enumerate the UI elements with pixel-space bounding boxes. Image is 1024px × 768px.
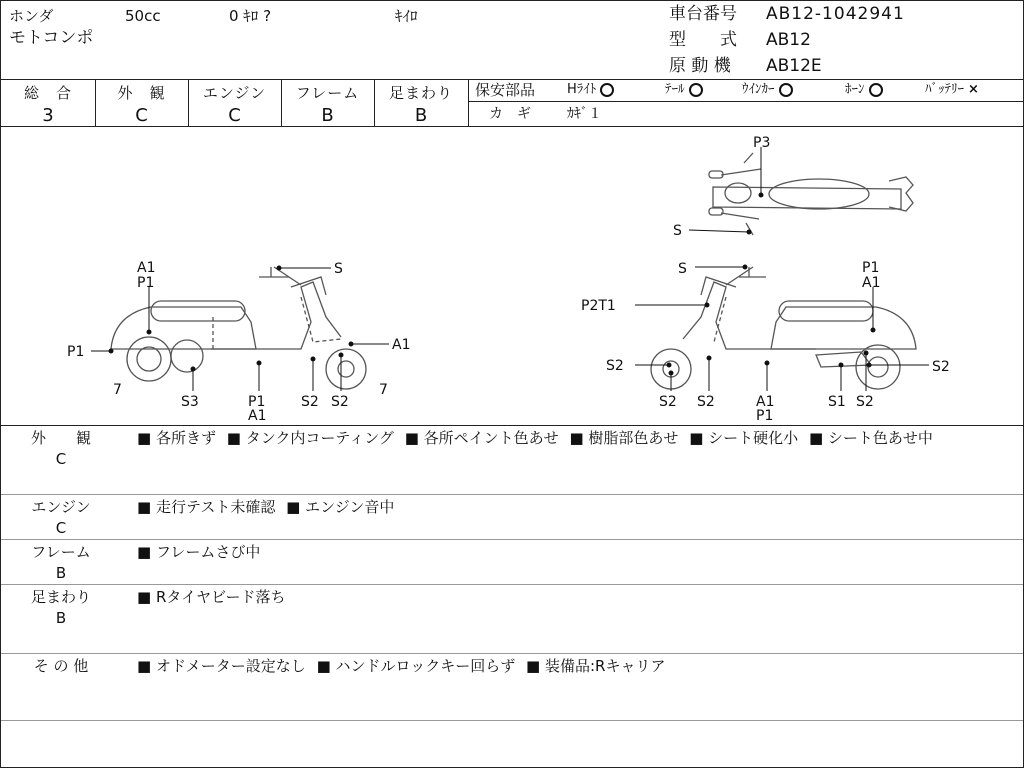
note-item: ■ シート硬化小: [689, 429, 798, 447]
color: ｷｲﾛ: [395, 7, 418, 25]
label-s: S: [334, 261, 343, 277]
safety-title: 保安部品: [475, 81, 536, 99]
ng-cross-icon: ×: [968, 82, 979, 97]
label-s2: S2: [301, 394, 319, 410]
winker-label: ｳｲﾝｶｰ: [742, 82, 775, 97]
grade-label: 総 合: [23, 84, 72, 102]
note-item: ■ タンク内コーティング: [227, 429, 394, 447]
label-p1: P1: [137, 275, 155, 291]
note-item: ■ シート色あせ中: [809, 429, 933, 447]
grade-value: C: [135, 105, 148, 126]
safety-parts: [469, 79, 1023, 126]
label-s2: S2: [606, 358, 624, 374]
engine-label: 原 動 機: [669, 56, 731, 76]
notes-label-text: そ の 他: [33, 657, 89, 675]
label-p1: P1: [67, 344, 85, 360]
displacement: 50cc: [125, 7, 161, 25]
grade-overall: [1, 79, 96, 126]
label-a1: A1: [862, 275, 881, 291]
model-name: モトコンポ: [9, 28, 94, 48]
taillight-label: ﾃｰﾙ: [665, 82, 685, 97]
grade-value: B: [321, 105, 334, 126]
notes-suspension: [1, 585, 1023, 654]
grade-label: エンジン: [202, 84, 267, 102]
label-a1: A1: [392, 337, 411, 353]
header: [1, 1, 1023, 80]
label-7: 7: [113, 382, 122, 398]
notes-text: [137, 497, 1007, 518]
notes-label: [1, 656, 121, 677]
label-a1: A1: [137, 260, 156, 276]
notes-label: [1, 497, 121, 539]
note-item: ■ エンジン音中: [286, 498, 394, 516]
grade-label: 外 観: [117, 84, 166, 102]
label-s2: S2: [856, 394, 874, 410]
note-item: ■ 各所きず: [137, 429, 216, 447]
ok-circle-icon: [689, 83, 703, 97]
headlight-item: [567, 81, 614, 99]
leader-lines: [91, 147, 929, 391]
label-s2: S2: [331, 394, 349, 410]
grade-label: 足まわり: [388, 84, 453, 102]
ok-circle-icon: [779, 83, 793, 97]
scooter-diagram: [1, 127, 1023, 426]
winker-item: [742, 81, 793, 99]
type-label: 型 式: [669, 30, 737, 50]
notes-grade: B: [55, 564, 67, 582]
note-item: ■ 走行テスト未確認: [137, 498, 275, 516]
notes-text: [137, 428, 1007, 449]
note-item: ■ フレームさび中: [137, 543, 260, 561]
label-s: S: [678, 261, 687, 277]
frame-no-label: 車台番号: [669, 4, 737, 24]
ok-circle-icon: [869, 83, 883, 97]
notes-text: [137, 542, 1007, 563]
engine-value: AB12E: [766, 56, 822, 76]
notes-frame: [1, 540, 1023, 585]
label-a1: A1: [248, 408, 267, 424]
note-item: ■ オドメーター設定なし: [137, 657, 306, 675]
label-s2: S2: [697, 394, 715, 410]
grades-row: [1, 79, 1023, 127]
note-item: ■ 各所ペイント色あせ: [405, 429, 559, 447]
note-item: ■ ハンドルロックキー回らず: [317, 657, 516, 675]
label-p1: P1: [248, 394, 266, 410]
grade-frame: [281, 79, 375, 126]
label-s2: S2: [932, 359, 950, 375]
key-label: カ ギ: [489, 106, 531, 122]
note-item: ■ 装備品:Rキャリア: [526, 657, 665, 675]
grade-label: フレーム: [295, 84, 360, 102]
label-p1: P1: [862, 260, 880, 276]
label-s2: S2: [659, 394, 677, 410]
notes-label-text: エンジン: [31, 498, 91, 516]
notes-text: [137, 587, 1007, 608]
notes-other: [1, 654, 1023, 721]
headlight-label: Hﾗｲﾄ: [567, 82, 597, 97]
label-p2t1: P2T1: [581, 298, 616, 314]
notes-label-text: 足まわり: [30, 588, 91, 606]
frame-no: AB12-1042941: [766, 4, 905, 24]
grade-engine: [188, 79, 282, 126]
notes-engine: [1, 495, 1023, 540]
scooter-drawings: [1, 127, 1023, 425]
notes-label-text: 外 観: [30, 429, 91, 447]
notes-label-text: フレーム: [31, 543, 91, 561]
grade-suspension: [374, 79, 469, 126]
notes-label: [1, 428, 121, 470]
notes-grade: B: [55, 609, 67, 627]
label-s3: S3: [181, 394, 199, 410]
note-item: ■ 樹脂部色あせ: [569, 429, 678, 447]
grade-appearance: [95, 79, 189, 126]
horn-item: [845, 81, 883, 99]
taillight-item: [665, 81, 703, 99]
notes-label: [1, 542, 121, 584]
horn-label: ﾎｰﾝ: [845, 82, 865, 97]
type-value: AB12: [766, 30, 811, 50]
label-p1: P1: [756, 408, 774, 424]
label-p3: P3: [753, 135, 771, 151]
safety-parts-row: [469, 79, 1023, 102]
battery-item: [925, 81, 979, 99]
note-item: ■ Rタイヤビード落ち: [137, 588, 285, 606]
notes-grade: C: [55, 519, 67, 537]
notes-label: [1, 587, 121, 629]
scooter-top-view: [709, 153, 913, 235]
notes-text: [137, 656, 1007, 677]
notes-appearance: [1, 426, 1023, 495]
mileage: 0 ｷﾛ ?: [229, 7, 272, 25]
key-value: ｶｷﾞ１: [567, 106, 602, 122]
label-s1: S1: [828, 394, 846, 410]
grade-value: C: [228, 105, 241, 126]
notes-grade: C: [55, 450, 67, 468]
battery-label: ﾊﾞｯﾃﾘｰ: [925, 82, 964, 97]
label-s: S: [673, 223, 682, 239]
maker: ホンダ: [9, 7, 54, 25]
label-a1: A1: [756, 394, 775, 410]
grade-value: 3: [42, 105, 54, 126]
grade-value: B: [414, 105, 428, 126]
ok-circle-icon: [600, 83, 614, 97]
label-7: 7: [379, 382, 388, 398]
